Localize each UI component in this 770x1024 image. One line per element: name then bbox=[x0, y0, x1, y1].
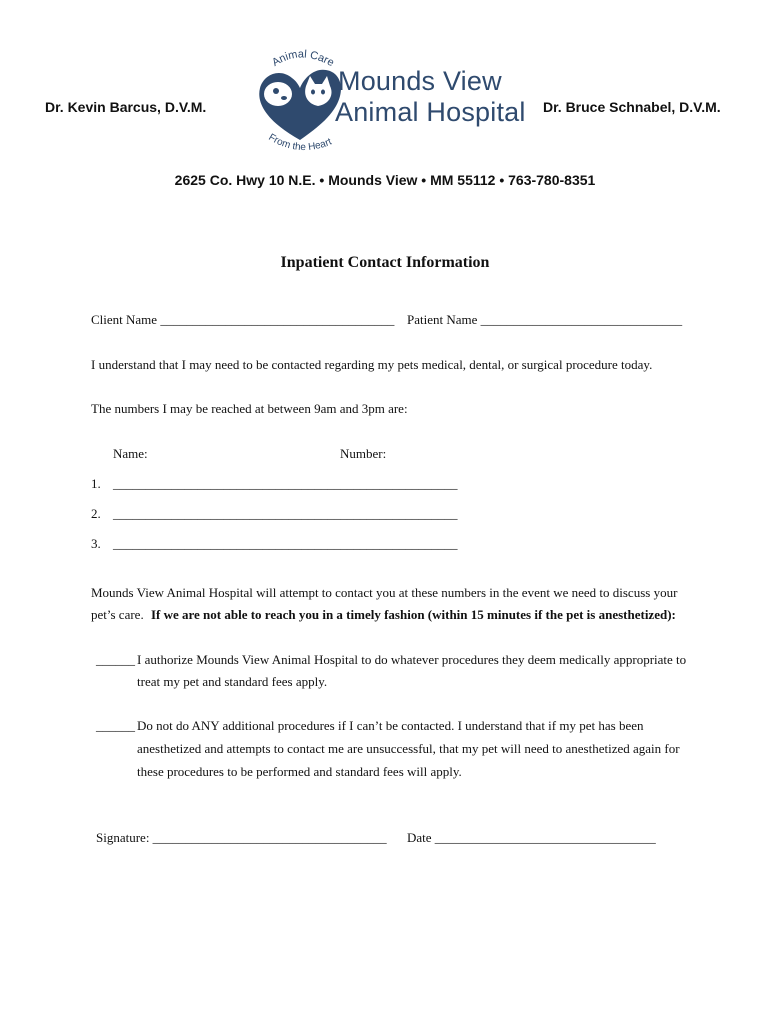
logo-arc-top: Animal Care bbox=[270, 48, 336, 70]
attempt-paragraph-line1: Mounds View Animal Hospital will attempt to contact you at these numbers in the event we need to discuss your bbox=[91, 585, 678, 600]
decline-option-line2: anesthetized and attempts to contact me are unsuccessful, that my pet will need to anesthetized again for bbox=[137, 741, 680, 756]
logo-name-line1: Mounds View bbox=[338, 66, 502, 96]
attempt-paragraph-plain: pet’s care. bbox=[91, 607, 144, 622]
contact-row-field[interactable]: _____________________________________________________ bbox=[113, 536, 458, 551]
authorize-option-line2: treat my pet and standard fees apply. bbox=[137, 674, 328, 689]
decline-option-blank[interactable]: ______ bbox=[96, 718, 135, 733]
authorize-option-blank[interactable]: ______ bbox=[96, 652, 135, 667]
contact-row-field[interactable]: _____________________________________________________ bbox=[113, 506, 458, 521]
contact-row-number: 3. bbox=[91, 536, 101, 551]
attempt-paragraph-line2 bbox=[91, 607, 676, 623]
form-title: Inpatient Contact Information bbox=[280, 254, 490, 271]
logo-name-line2: Animal Hospital bbox=[335, 97, 526, 127]
name-column-header: Name: bbox=[113, 446, 148, 461]
contact-row-number: 2. bbox=[91, 506, 101, 521]
decline-option-line1: Do not do ANY additional procedures if I can’t be contacted. I understand that if my pet has been bbox=[137, 718, 644, 733]
contact-row-field[interactable]: _____________________________________________________ bbox=[113, 476, 458, 491]
date-field[interactable]: Date __________________________________ bbox=[407, 830, 656, 845]
attempt-paragraph-bold: If we are not able to reach you in a timely fashion (within 15 minutes if the pet is anesthetized): bbox=[150, 607, 676, 622]
authorize-option-line1: I authorize Mounds View Animal Hospital to do whatever procedures they deem medically appropriate to bbox=[137, 652, 687, 667]
svg-text:Animal Care bbox=[270, 48, 336, 69]
client-name-field[interactable]: Client Name ____________________________________ bbox=[91, 312, 395, 327]
clinic-address: 2625 Co. Hwy 10 N.E. • Mounds View • MM 55112 • 763-780-8351 bbox=[174, 172, 596, 188]
patient-name-field[interactable]: Patient Name _______________________________ bbox=[407, 312, 683, 327]
number-column-header: Number: bbox=[340, 446, 387, 461]
contact-row-number: 1. bbox=[91, 476, 101, 491]
understand-statement: I understand that I may need to be contacted regarding my pets medical, dental, or surgical procedure today. bbox=[91, 357, 653, 372]
signature-field[interactable]: Signature: ____________________________________ bbox=[96, 830, 387, 845]
doctor-right: Dr. Bruce Schnabel, D.V.M. bbox=[543, 99, 721, 115]
logo-arc-bottom: From the Heart bbox=[266, 131, 334, 154]
numbers-statement: The numbers I may be reached at between 9am and 3pm are: bbox=[91, 401, 408, 416]
decline-option-line3: these procedures to be performed and standard fees will apply. bbox=[137, 764, 462, 779]
heart-logo-icon bbox=[248, 44, 348, 156]
doctor-left: Dr. Kevin Barcus, D.V.M. bbox=[45, 99, 207, 115]
